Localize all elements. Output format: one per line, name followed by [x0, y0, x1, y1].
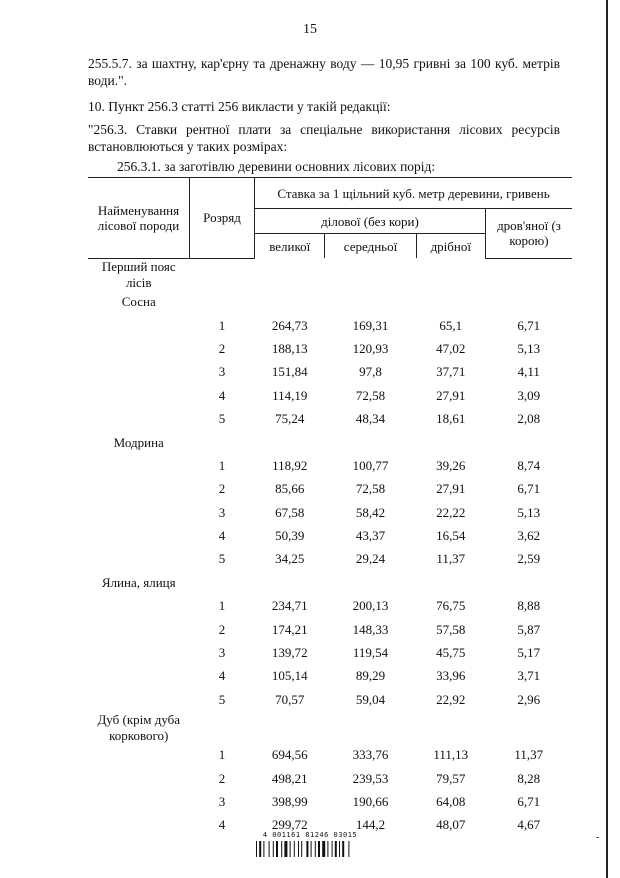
header-large: великої [255, 234, 325, 259]
large-cell: 188,13 [271, 340, 308, 356]
header-species-name: Найменування лісової породи [88, 178, 190, 259]
grade-cell: 4 [218, 817, 226, 833]
barcode-block [256, 831, 364, 857]
grade-cell: 2 [218, 770, 226, 786]
medium-cell: 120,93 [352, 340, 389, 356]
group-label: Перший пояс лісів [101, 258, 176, 290]
grade-cell: 2 [218, 481, 226, 497]
medium-cell: 72,58 [355, 481, 386, 497]
firewood-cell: 6,71 [517, 317, 541, 333]
small-cell: 76,75 [436, 598, 466, 614]
large-cell: 34,25 [275, 551, 305, 567]
species-row [88, 571, 572, 594]
header-firewood: дров'яної (з корою) [486, 209, 573, 259]
medium-cell: 97,8 [359, 364, 382, 380]
corner-mark: - [596, 832, 600, 843]
large-cell: 694,56 [271, 747, 308, 763]
species-name: Модрина [113, 434, 164, 450]
table-body [88, 258, 572, 837]
firewood-cell: 8,88 [517, 598, 541, 614]
page-number: 15 [303, 22, 317, 37]
medium-cell: 89,29 [355, 668, 386, 684]
grade-cell: 3 [218, 794, 226, 809]
grade-cell: 1 [218, 747, 226, 763]
paragraph-item-10: 10. Пункт 256.3 статті 256 викласти у такій редакції: [88, 99, 391, 114]
firewood-cell: 2,96 [517, 691, 541, 707]
large-cell: 174,21 [271, 621, 308, 637]
medium-cell: 333,76 [352, 747, 389, 763]
firewood-cell: 4,11 [517, 364, 540, 380]
large-cell: 498,21 [271, 770, 308, 786]
medium-cell: 59,04 [355, 691, 386, 707]
small-cell: 39,26 [436, 457, 466, 473]
firewood-cell: 8,74 [517, 457, 541, 473]
species-name: Ялина, ялиця [101, 574, 176, 590]
large-cell: 118,92 [272, 457, 308, 473]
grade-cell: 5 [218, 551, 226, 567]
barcode-image [256, 841, 364, 857]
medium-cell: 200,13 [352, 598, 389, 614]
small-cell: 65,1 [439, 317, 463, 333]
paragraph-256-3: "256.3. Ставки рентної плати за спеціальне використання лісових ресурсів встановлюються у таких розмірах: [88, 122, 560, 154]
header-small: дрібної [416, 234, 485, 259]
table-row [88, 688, 572, 711]
medium-cell: 169,31 [352, 317, 389, 333]
large-cell: 234,71 [271, 598, 308, 614]
header-medium: середньої [325, 234, 416, 259]
grade-cell: 4 [218, 387, 226, 403]
species-name: Дуб (крім дуба коркового) [97, 711, 181, 743]
table-row [88, 744, 572, 767]
species-name: Сосна [121, 294, 156, 310]
firewood-cell: 4,67 [517, 817, 541, 833]
barcode-number: 4 001161 81246 03015 [262, 831, 358, 839]
header-business-wood: ділової (без кори) [255, 209, 486, 234]
firewood-cell: 2,08 [517, 411, 541, 427]
species-row [88, 291, 572, 314]
large-cell: 114,19 [272, 387, 308, 403]
firewood-cell: 5,13 [517, 340, 541, 356]
table-row [88, 384, 572, 407]
table-row [88, 501, 572, 524]
firewood-cell: 6,71 [517, 794, 541, 809]
small-cell: 18,61 [436, 411, 466, 427]
species-row [88, 431, 572, 454]
grade-cell: 1 [218, 317, 226, 333]
page-edge-line [606, 0, 608, 878]
group-row [88, 258, 572, 291]
grade-cell: 5 [218, 691, 226, 707]
table-row [88, 407, 572, 430]
medium-cell: 72,58 [355, 387, 386, 403]
large-cell: 139,72 [271, 645, 308, 661]
firewood-cell: 3,62 [517, 528, 541, 544]
medium-cell: 48,34 [355, 411, 386, 427]
small-cell: 111,13 [433, 747, 469, 763]
subsection-256-3-1: 256.3.1. за заготівлю деревини основних лісових порід: [117, 159, 436, 174]
grade-cell: 1 [218, 457, 226, 473]
large-cell: 398,99 [271, 794, 308, 809]
small-cell: 16,54 [436, 528, 466, 544]
firewood-cell: 3,71 [517, 668, 541, 684]
medium-cell: 190,66 [352, 794, 389, 809]
table-row [88, 618, 572, 641]
medium-cell: 148,33 [352, 621, 389, 637]
large-cell: 85,66 [275, 481, 305, 497]
species-row [88, 712, 572, 744]
firewood-cell: 11,37 [514, 747, 544, 763]
firewood-cell: 5,17 [517, 645, 541, 661]
grade-cell: 3 [218, 645, 226, 661]
large-cell: 151,84 [271, 364, 308, 380]
grade-cell: 2 [218, 621, 226, 637]
medium-cell: 144,2 [355, 817, 386, 833]
table-row [88, 337, 572, 360]
small-cell: 11,37 [436, 551, 466, 567]
grade-cell: 4 [218, 528, 226, 544]
firewood-cell: 2,59 [517, 551, 541, 567]
table-row [88, 548, 572, 571]
firewood-cell: 6,71 [517, 481, 541, 497]
small-cell: 64,08 [436, 794, 466, 809]
grade-cell: 4 [218, 668, 226, 684]
firewood-cell: 8,28 [517, 770, 541, 786]
rent-rates-table [88, 177, 572, 837]
small-cell: 45,75 [436, 645, 466, 661]
table-row [88, 665, 572, 688]
large-cell: 67,58 [275, 504, 305, 520]
small-cell: 47,02 [436, 340, 466, 356]
table-row [88, 478, 572, 501]
small-cell: 22,92 [436, 691, 466, 707]
small-cell: 22,22 [436, 504, 466, 520]
table-row [88, 314, 572, 337]
large-cell: 75,24 [275, 411, 305, 427]
small-cell: 27,91 [436, 481, 466, 497]
medium-cell: 100,77 [352, 457, 389, 473]
small-cell: 79,57 [436, 770, 466, 786]
header-rate: Ставка за 1 щільний куб. метр деревини, гривень [255, 178, 573, 209]
table-row [88, 790, 572, 813]
grade-cell: 5 [218, 411, 226, 427]
medium-cell: 119,54 [352, 645, 389, 661]
large-cell: 70,57 [275, 691, 305, 707]
firewood-cell: 5,13 [517, 504, 541, 520]
table-row [88, 595, 572, 618]
large-cell: 264,73 [271, 317, 308, 333]
large-cell: 299,72 [271, 817, 308, 833]
medium-cell: 43,37 [355, 528, 386, 544]
small-cell: 48,07 [436, 817, 466, 833]
small-cell: 57,58 [436, 621, 466, 637]
medium-cell: 29,24 [355, 551, 386, 567]
firewood-cell: 3,09 [517, 387, 541, 403]
header-grade: Розряд [190, 178, 255, 259]
small-cell: 27,91 [436, 387, 466, 403]
table-row [88, 454, 572, 477]
grade-cell: 2 [218, 340, 226, 356]
grade-cell: 3 [218, 364, 226, 380]
table-row [88, 767, 572, 790]
medium-cell: 58,42 [355, 504, 386, 520]
firewood-cell: 5,87 [517, 621, 541, 637]
medium-cell: 239,53 [352, 770, 389, 786]
paragraph-255-5-7: 255.5.7. за шахтну, кар'єрну та дренажну воду — 10,95 гривні за 100 куб. метрів води.". [88, 56, 560, 88]
large-cell: 105,14 [271, 668, 308, 684]
table-row [88, 641, 572, 664]
small-cell: 37,71 [436, 364, 466, 380]
small-cell: 33,96 [436, 668, 466, 684]
grade-cell: 1 [218, 598, 226, 614]
grade-cell: 3 [218, 504, 226, 520]
large-cell: 50,39 [275, 528, 305, 544]
table-row [88, 524, 572, 547]
table-row [88, 361, 572, 384]
